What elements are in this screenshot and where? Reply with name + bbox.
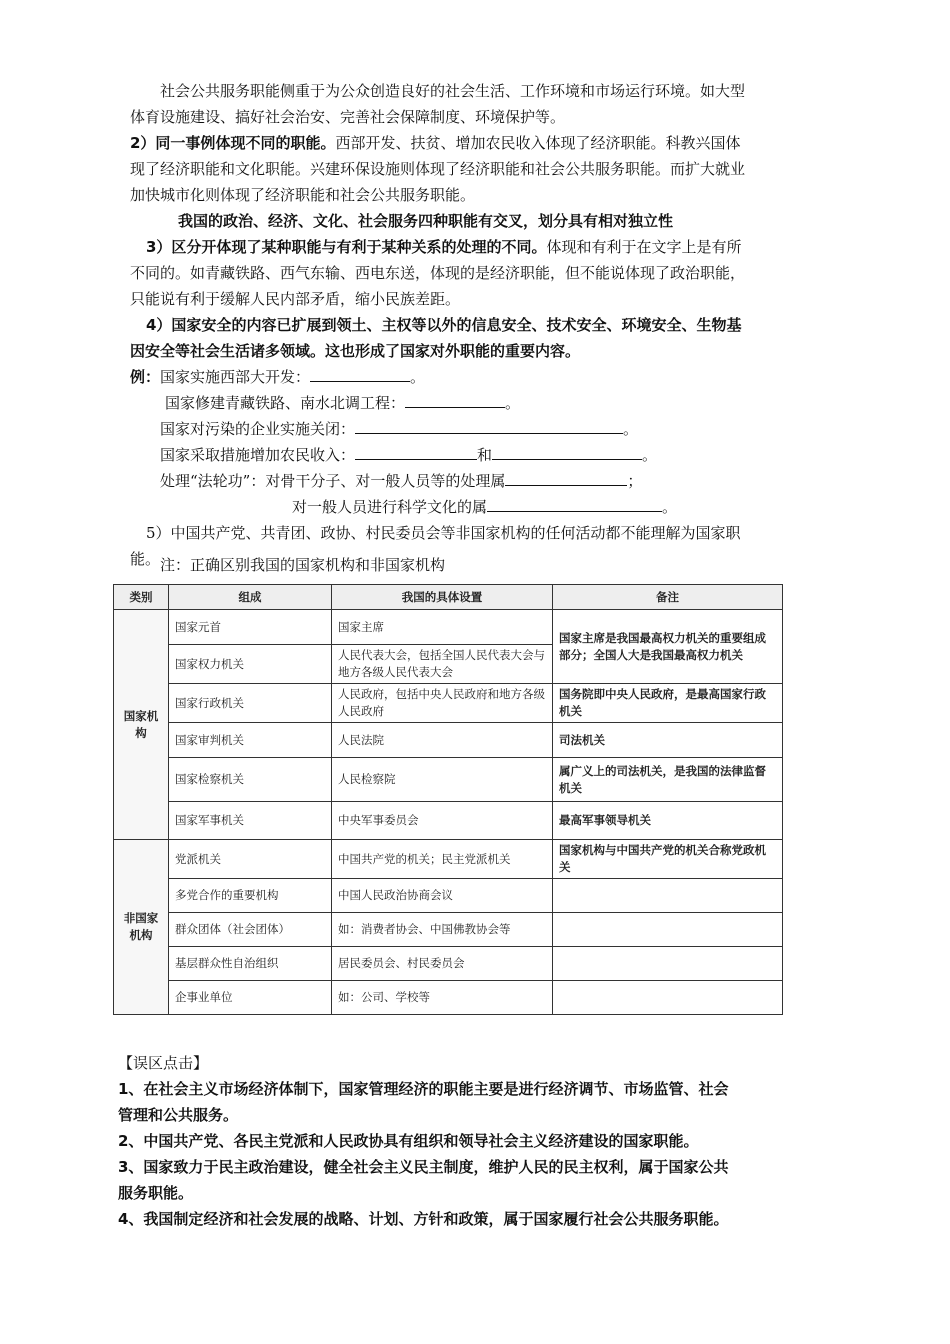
remark-cell — [553, 981, 783, 1015]
detail-cell: 人民政府，包括中央人民政府和地方各级人民政府 — [332, 684, 553, 723]
paragraph-line: 因安全等社会生活诸多领域。这也形成了国家对外职能的重要内容。 — [130, 342, 581, 360]
answer-blank[interactable] — [355, 445, 477, 460]
org-cell: 国家权力机关 — [169, 645, 332, 684]
punctuation: ； — [627, 472, 643, 490]
punctuation: 。 — [505, 394, 521, 412]
remark-cell: 属广义上的司法机关，是我国的法律监督机关 — [553, 758, 783, 802]
example-line — [292, 494, 950, 520]
punctuation: 。 — [410, 368, 426, 386]
paragraph-line: 体育设施建设、搞好社会治安、完善社会保障制度、环境保护等。 — [130, 108, 566, 126]
example-label: 例： — [130, 368, 161, 386]
answer-blank[interactable] — [355, 419, 623, 434]
paragraph-line — [130, 130, 830, 156]
remark-cell: 国家主席是我国最高权力机关的重要组成部分；全国人大是我国最高权力机关 — [553, 610, 783, 684]
detail-cell: 中国共产党的机关；民主党派机关 — [332, 840, 553, 879]
example-line — [165, 390, 865, 416]
remark-cell: 司法机关 — [553, 723, 783, 758]
table-row — [114, 758, 783, 802]
table-row — [114, 840, 783, 879]
paragraph-line: 5）中国共产党、共青团、政协、村民委员会等非国家机构的任何活动都不能理解为国家职 — [146, 524, 741, 542]
table-row — [114, 947, 783, 981]
mistake-item: 2、中国共产党、各民主党派和人民政协具有组织和领导社会主义经济建设的国家职能。 — [118, 1132, 699, 1150]
punctuation: 。 — [623, 420, 639, 438]
paragraph-line: 不同的。如青藏铁路、西气东输、西电东送，体现的是经济职能，但不能说体现了政治职能， — [130, 264, 746, 282]
example-line — [160, 468, 860, 494]
table-row — [114, 981, 783, 1015]
institution-table — [113, 584, 783, 1015]
example-text: 国家采取措施增加农民收入： — [160, 446, 356, 464]
note-line: 注：正确区别我国的国家机构和非国家机构 — [160, 556, 446, 574]
example-text: 国家对污染的企业实施关闭： — [160, 420, 356, 438]
org-cell: 国家元首 — [169, 610, 332, 645]
paragraph-text: 体现和有利于在文字上是有所 — [546, 238, 742, 256]
example-line — [130, 364, 830, 390]
example-text: 对一般人员进行科学文化的属 — [292, 498, 488, 516]
answer-blank[interactable] — [310, 367, 410, 382]
answer-blank[interactable] — [505, 471, 627, 486]
remark-cell: 国务院即中央人民政府，是最高国家行政机关 — [553, 684, 783, 723]
table-header-row — [114, 585, 783, 610]
detail-cell: 人民代表大会，包括全国人民代表大会与地方各级人民代表大会 — [332, 645, 553, 684]
section-title: 【误区点击】 — [118, 1054, 209, 1072]
answer-blank[interactable] — [487, 497, 662, 512]
remark-cell — [553, 879, 783, 913]
org-cell: 企事业单位 — [169, 981, 332, 1015]
category-cell: 非国家机构 — [114, 840, 169, 1015]
detail-cell: 如：公司、学校等 — [332, 981, 553, 1015]
column-header: 类别 — [114, 585, 169, 610]
paragraph-line: 能。 — [130, 550, 161, 568]
table-row — [114, 913, 783, 947]
example-text: 和 — [477, 446, 493, 464]
point-heading: 2）同一事例体现不同的职能。 — [130, 134, 336, 152]
point-heading: 3）区分开体现了某种职能与有利于某种关系的处理的不同。 — [146, 238, 547, 256]
paragraph-text: 西部开发、扶贫、增加农民收入体现了经济职能。科教兴国体 — [335, 134, 741, 152]
mistake-item: 4、我国制定经济和社会发展的战略、计划、方针和政策，属于国家履行社会公共服务职能。 — [118, 1210, 729, 1228]
column-header: 备注 — [553, 585, 783, 610]
example-line — [160, 442, 860, 468]
punctuation: 。 — [662, 498, 678, 516]
mistake-item: 管理和公共服务。 — [118, 1106, 239, 1124]
paragraph-line: 4）国家安全的内容已扩展到领土、主权等以外的信息安全、技术安全、环境安全、生物基 — [146, 316, 742, 334]
paragraph-line — [146, 234, 846, 260]
org-cell: 基层群众性自治组织 — [169, 947, 332, 981]
table-row — [114, 802, 783, 840]
org-cell: 国家审判机关 — [169, 723, 332, 758]
column-header: 我国的具体设置 — [332, 585, 553, 610]
mistake-item: 服务职能。 — [118, 1184, 194, 1202]
table-row — [114, 684, 783, 723]
mistake-item: 1、在社会主义市场经济体制下，国家管理经济的职能主要是进行经济调节、市场监管、社会 — [118, 1080, 729, 1098]
detail-cell: 国家主席 — [332, 610, 553, 645]
remark-cell — [553, 913, 783, 947]
example-text: 国家修建青藏铁路、南水北调工程： — [165, 394, 406, 412]
paragraph-line: 加快城市化则体现了经济职能和社会公共服务职能。 — [130, 186, 476, 204]
detail-cell: 如：消费者协会、中国佛教协会等 — [332, 913, 553, 947]
punctuation: 。 — [642, 446, 658, 464]
remark-cell: 最高军事领导机关 — [553, 802, 783, 840]
example-line — [160, 416, 860, 442]
org-cell: 国家检察机关 — [169, 758, 332, 802]
mistake-item: 3、国家致力于民主政治建设，健全社会主义民主制度，维护人民的民主权利，属于国家公共 — [118, 1158, 729, 1176]
detail-cell: 人民检察院 — [332, 758, 553, 802]
detail-cell: 中国人民政治协商会议 — [332, 879, 553, 913]
answer-blank[interactable] — [405, 393, 505, 408]
detail-cell: 居民委员会、村民委员会 — [332, 947, 553, 981]
column-header: 组成 — [169, 585, 332, 610]
paragraph-line: 社会公共服务职能侧重于为公众创造良好的社会生活、工作环境和市场运行环境。如大型 — [160, 82, 746, 100]
table-row — [114, 610, 783, 645]
detail-cell: 中央军事委员会 — [332, 802, 553, 840]
org-cell: 国家行政机关 — [169, 684, 332, 723]
org-cell: 多党合作的重要机构 — [169, 879, 332, 913]
org-cell: 群众团体（社会团体） — [169, 913, 332, 947]
example-text: 处理“法轮功”：对骨干分子、对一般人员等的处理属 — [160, 472, 506, 490]
detail-cell: 人民法院 — [332, 723, 553, 758]
example-text: 国家实施西部大开发： — [160, 368, 311, 386]
org-cell: 国家军事机关 — [169, 802, 332, 840]
table-row — [114, 879, 783, 913]
remark-cell — [553, 947, 783, 981]
remark-cell: 国家机构与中国共产党的机关合称党政机关 — [553, 840, 783, 879]
org-cell: 党派机关 — [169, 840, 332, 879]
centered-heading: 我国的政治、经济、文化、社会服务四种职能有交叉，划分具有相对独立性 — [178, 212, 674, 230]
paragraph-line: 只能说有利于缓解人民内部矛盾，缩小民族差距。 — [130, 290, 461, 308]
category-cell: 国家机构 — [114, 610, 169, 840]
answer-blank[interactable] — [492, 445, 642, 460]
table-row — [114, 723, 783, 758]
paragraph-line: 现了经济职能和文化职能。兴建环保设施则体现了经济职能和社会公共服务职能。而扩大就业 — [130, 160, 746, 178]
